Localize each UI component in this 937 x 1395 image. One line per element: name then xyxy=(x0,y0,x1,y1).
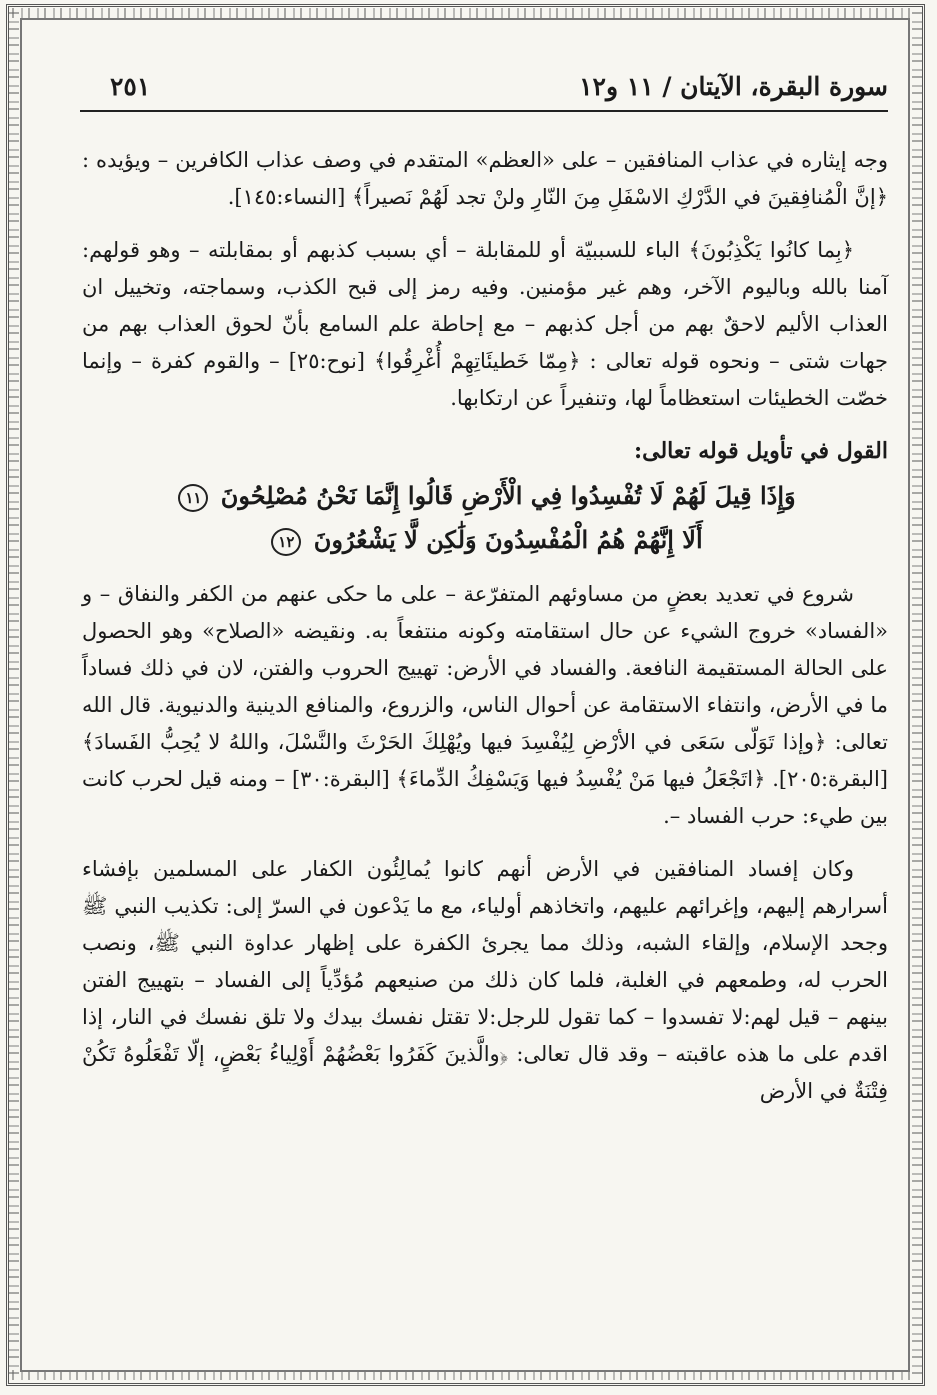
ayah-number-12: ١٢ xyxy=(271,528,301,556)
verse-line-2: أَلَا إِنَّهُمْ هُمُ الْمُفْسِدُونَ وَلَٰكِن لَّا يَشْعُرُونَ xyxy=(313,525,703,554)
running-title: سورة البقرة، الآيتان / ١١ و١٢ xyxy=(579,72,888,101)
page-number: ٢٥١ xyxy=(110,72,151,101)
quran-verse xyxy=(82,474,888,562)
ayah-number-11: ١١ xyxy=(178,484,208,512)
header-rule xyxy=(80,110,888,112)
page-body xyxy=(82,142,888,1110)
paragraph-4: وكان إفساد المنافقين في الأرض أنهم كانوا يُمالِئُون الكفار على المسلمين بإفشاء أسرارهم إليهم، وإغرائهم عليهم، واتخاذهم أولياء، مع ما يَدْعون في السرّ إلى: تكذيب النبي ﷺ وجحد الإسلام، وإلقاء الشبه، وذلك مما يجرئ الكفرة على إظهار عداوة النبي ﷺ، ونصب الحرب له، وطمعهم في الغلبة، فلما كان ذلك من صنيعهم مُؤدِّياً إلى الفساد – بتهييج الفتن بينهم – قيل لهم:لا تفسدوا – كما تقول للرجل:لا تقتل نفسك بيدك ولا تلق نفسك في النار، إذا اقدم على ما هذه عاقبته – وقد قال تعالى: ﴿والَّذينَ كَفَرُوا بَعْضُهُمْ أَوْلِياءُ بَعْضٍ، إلّا تَفْعَلُوهُ تَكُنْ فِتْنَةٌ في الأرض xyxy=(82,857,888,1103)
paragraph-2: ﴿بِما كانُوا يَكْذِبُونَ﴾ الباء للسببيّة أو للمقابلة – أي بسبب كذبهم أو بمقابلته – وهو قولهم: آمنا بالله وباليوم الآخر، وهم غير مؤمنين. وفيه رمز إلى قبح الكذب، وسماجته، وتخييل ان العذاب الأليم لاحقٌ بهم من أجل كذبهم – مع إحاطة علم السامع بأنّ لحوق العذاب بهم من جهات شتى – ونحوه قوله تعالى : ﴿مِمّا خَطيئَاتِهِمْ أُغْرِقُوا﴾ [نوح:٢٥] – والقوم كفرة – وإنما خصّت الخطيئات استعظاماً لها، وتنفيراً عن ارتكابها. xyxy=(82,238,888,410)
paragraph-3: شروع في تعديد بعضٍ من مساوئهم المتفرّعة – على ما حكى عنهم من الكفر والنفاق – و «الفساد» خروج الشيء عن حال استقامته وكونه منتفعاً به. ونقيضه «الصلاح» وهو الحصول على الحالة المستقيمة النافعة. والفساد في الأرض: تهييج الحروب والفتن، لان في ذلك فساداً ما في الأرض، وانتفاء الاستقامة عن أحوال الناس، والزروع، والمنافع الدينية والدنيوية. قال الله تعالى: ﴿وإذا تَوَلّى سَعَى في الأرْضِ لِيُفْسِدَ فيها ويُهْلِكَ الحَرْثَ والنَّسْلَ، واللهُ لا يُحِبُّ الفَسادَ﴾ [البقرة:٢٠٥]. ﴿اتَجْعَلُ فيها مَنْ يُفْسِدُ فيها وَيَسْفِكُ الدِّماءَ﴾ [البقرة:٣٠] – ومنه قيل لحرب كانت بين طيء: حرب الفساد –. xyxy=(82,582,888,828)
verse-line-1: وَإِذَا قِيلَ لَهُمْ لَا تُفْسِدُوا فِي الْأَرْضِ قَالُوا إِنَّمَا نَحْنُ مُصْلِحُونَ xyxy=(220,481,796,510)
paragraph-1: وجه إيثاره في عذاب المنافقين – على «العظم» المتقدم في وصف عذاب الكافرين – ويؤيده :﴿إنَّ الْمُنافِقينَ في الدَّرْكِ الاسْفَلِ مِنَ النّارِ ولنْ تجد لَهُمْ نَصيراً﴾ [النساء:١٤٥]. xyxy=(82,148,888,209)
section-heading: القول في تأويل قوله تعالى: xyxy=(634,438,888,464)
running-header xyxy=(80,70,888,114)
